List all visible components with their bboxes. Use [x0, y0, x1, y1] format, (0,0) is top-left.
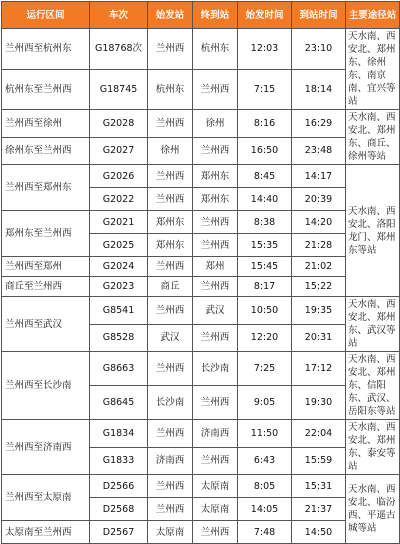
arrival-cell: 22:04 — [292, 420, 346, 448]
table-row — [2, 297, 400, 325]
train-cell: G2024 — [90, 257, 148, 277]
header-row — [2, 2, 400, 29]
stops-cell: 天水南、西安北、郑州东、商丘、徐州等站 — [346, 110, 400, 165]
terminal-cell: 兰州西 — [193, 137, 238, 165]
train-cell: G8541 — [90, 297, 148, 325]
stops-cell: 天水南、西安北、临汾西、平遥古城等站 — [346, 475, 400, 544]
terminal-cell: 济南西 — [193, 420, 238, 448]
arrival-cell: 19:35 — [292, 297, 346, 325]
terminal-cell: 长沙南 — [193, 352, 238, 386]
stops-cell: 天水南、西安北、郑州东、信阳东、武汉、岳阳东等站 — [346, 352, 400, 420]
origin-cell: 徐州 — [148, 137, 193, 165]
train-cell: G18768次 — [90, 29, 148, 70]
header-train: 车次 — [90, 2, 148, 29]
arrival-cell: 20:39 — [292, 188, 346, 211]
table-row — [2, 257, 400, 277]
train-cell: G8528 — [90, 324, 148, 352]
arrival-cell: 18:14 — [292, 69, 346, 110]
header-origin: 始发站 — [148, 2, 193, 29]
header-route: 运行区间 — [2, 2, 90, 29]
origin-cell: 兰州西 — [148, 188, 193, 211]
terminal-cell: 太原南 — [193, 498, 238, 521]
route-cell: 兰州西至郑州东 — [2, 165, 90, 211]
arrival-cell: 21:37 — [292, 498, 346, 521]
train-cell: D2568 — [90, 498, 148, 521]
terminal-cell: 兰州西 — [193, 324, 238, 352]
arrival-cell: 17:12 — [292, 352, 346, 386]
arrival-cell: 20:31 — [292, 324, 346, 352]
arrival-cell: 21:02 — [292, 257, 346, 277]
origin-cell: 杭州东 — [148, 69, 193, 110]
departure-cell: 8:38 — [238, 211, 292, 234]
origin-cell: 兰州西 — [148, 110, 193, 138]
origin-cell: 兰州西 — [148, 420, 193, 448]
route-cell: 兰州西至杭州东 — [2, 29, 90, 70]
departure-cell: 8:16 — [238, 110, 292, 138]
table-row — [2, 29, 400, 70]
train-cell: G2022 — [90, 188, 148, 211]
origin-cell: 太原南 — [148, 521, 193, 544]
train-cell: G1834 — [90, 420, 148, 448]
train-cell: G2025 — [90, 234, 148, 257]
route-cell: 郑州东至兰州西 — [2, 211, 90, 257]
route-cell: 太原南至兰州西 — [2, 521, 90, 544]
departure-cell: 16:50 — [238, 137, 292, 165]
train-cell: G2026 — [90, 165, 148, 188]
route-cell: 商丘至兰州西 — [2, 277, 90, 297]
train-schedule-table — [1, 1, 400, 544]
route-cell: 兰州西至郑州 — [2, 257, 90, 277]
table-row — [2, 211, 400, 234]
origin-cell: 商丘 — [148, 277, 193, 297]
table-row — [2, 420, 400, 448]
origin-cell: 兰州西 — [148, 352, 193, 386]
terminal-cell: 武汉 — [193, 297, 238, 325]
arrival-cell: 23:10 — [292, 29, 346, 70]
origin-cell: 兰州西 — [148, 297, 193, 325]
departure-cell: 12:03 — [238, 29, 292, 70]
train-cell: D2566 — [90, 475, 148, 498]
train-cell: G8663 — [90, 352, 148, 386]
origin-cell: 郑州东 — [148, 211, 193, 234]
stops-cell: 天水南、西安北、郑州东、泰安等站 — [346, 420, 400, 475]
origin-cell: 郑州东 — [148, 234, 193, 257]
terminal-cell: 兰州西 — [193, 211, 238, 234]
terminal-cell: 太原南 — [193, 475, 238, 498]
departure-cell: 8:45 — [238, 165, 292, 188]
route-cell: 兰州西至武汉 — [2, 297, 90, 352]
train-cell: G2021 — [90, 211, 148, 234]
departure-cell: 10:50 — [238, 297, 292, 325]
terminal-cell: 杭州东 — [193, 29, 238, 70]
arrival-cell: 14:20 — [292, 211, 346, 234]
table-row — [2, 521, 400, 544]
table-row — [2, 165, 400, 188]
route-cell: 兰州西至长沙南 — [2, 352, 90, 420]
departure-cell: 6:43 — [238, 447, 292, 475]
terminal-cell: 郑州东 — [193, 188, 238, 211]
origin-cell: 兰州西 — [148, 29, 193, 70]
table-row — [2, 69, 400, 110]
table-row — [2, 137, 400, 165]
departure-cell: 8:17 — [238, 277, 292, 297]
arrival-cell: 15:22 — [292, 277, 346, 297]
departure-cell: 14:40 — [238, 188, 292, 211]
terminal-cell: 郑州东 — [193, 165, 238, 188]
departure-cell: 11:50 — [238, 420, 292, 448]
origin-cell: 武汉 — [148, 324, 193, 352]
terminal-cell: 兰州西 — [193, 277, 238, 297]
route-cell: 兰州西至太原南 — [2, 475, 90, 521]
departure-cell: 14:05 — [238, 498, 292, 521]
origin-cell: 兰州西 — [148, 498, 193, 521]
terminal-cell: 兰州西 — [193, 386, 238, 420]
stops-cell: 天水南、西安北、郑州东、徐州东、南京南、宜兴等站 — [346, 29, 400, 110]
departure-cell: 9:05 — [238, 386, 292, 420]
header-departure: 始发时间 — [238, 2, 292, 29]
arrival-cell: 21:28 — [292, 234, 346, 257]
departure-cell: 7:15 — [238, 69, 292, 110]
departure-cell: 15:35 — [238, 234, 292, 257]
arrival-cell: 14:17 — [292, 165, 346, 188]
origin-cell: 兰州西 — [148, 475, 193, 498]
train-cell: D2567 — [90, 521, 148, 544]
table-row — [2, 277, 400, 297]
arrival-cell: 15:59 — [292, 447, 346, 475]
train-cell: G2027 — [90, 137, 148, 165]
train-cell: G8645 — [90, 386, 148, 420]
origin-cell: 长沙南 — [148, 386, 193, 420]
origin-cell: 济南西 — [148, 447, 193, 475]
departure-cell: 7:25 — [238, 352, 292, 386]
terminal-cell: 郑州 — [193, 257, 238, 277]
header-arrival: 到站时间 — [292, 2, 346, 29]
origin-cell: 兰州西 — [148, 165, 193, 188]
header-stops: 主要途径站 — [346, 2, 400, 29]
train-cell: G1833 — [90, 447, 148, 475]
table-row — [2, 352, 400, 386]
table-row — [2, 475, 400, 498]
train-cell: G2023 — [90, 277, 148, 297]
terminal-cell: 兰州西 — [193, 234, 238, 257]
arrival-cell: 19:30 — [292, 386, 346, 420]
arrival-cell: 14:50 — [292, 521, 346, 544]
table-row — [2, 110, 400, 138]
origin-cell: 兰州西 — [148, 257, 193, 277]
header-terminal: 终到站 — [193, 2, 238, 29]
terminal-cell: 徐州 — [193, 110, 238, 138]
terminal-cell: 兰州西 — [193, 69, 238, 110]
arrival-cell: 15:31 — [292, 475, 346, 498]
departure-cell: 12:20 — [238, 324, 292, 352]
terminal-cell: 兰州西 — [193, 447, 238, 475]
arrival-cell: 16:29 — [292, 110, 346, 138]
arrival-cell: 23:48 — [292, 137, 346, 165]
stops-cell: 天水南、西安北、郑州东、武汉等站 — [346, 297, 400, 352]
terminal-cell: 兰州西 — [193, 521, 238, 544]
train-cell: G18745 — [90, 69, 148, 110]
departure-cell: 15:45 — [238, 257, 292, 277]
departure-cell: 7:48 — [238, 521, 292, 544]
stops-cell: 天水南、西安北、洛阳龙门、郑州东等站 — [346, 165, 400, 297]
route-cell: 兰州西至济南西 — [2, 420, 90, 475]
route-cell: 兰州西至徐州 — [2, 110, 90, 138]
route-cell: 杭州东至兰州西 — [2, 69, 90, 110]
route-cell: 徐州东至兰州西 — [2, 137, 90, 165]
departure-cell: 8:05 — [238, 475, 292, 498]
train-cell: G2028 — [90, 110, 148, 138]
